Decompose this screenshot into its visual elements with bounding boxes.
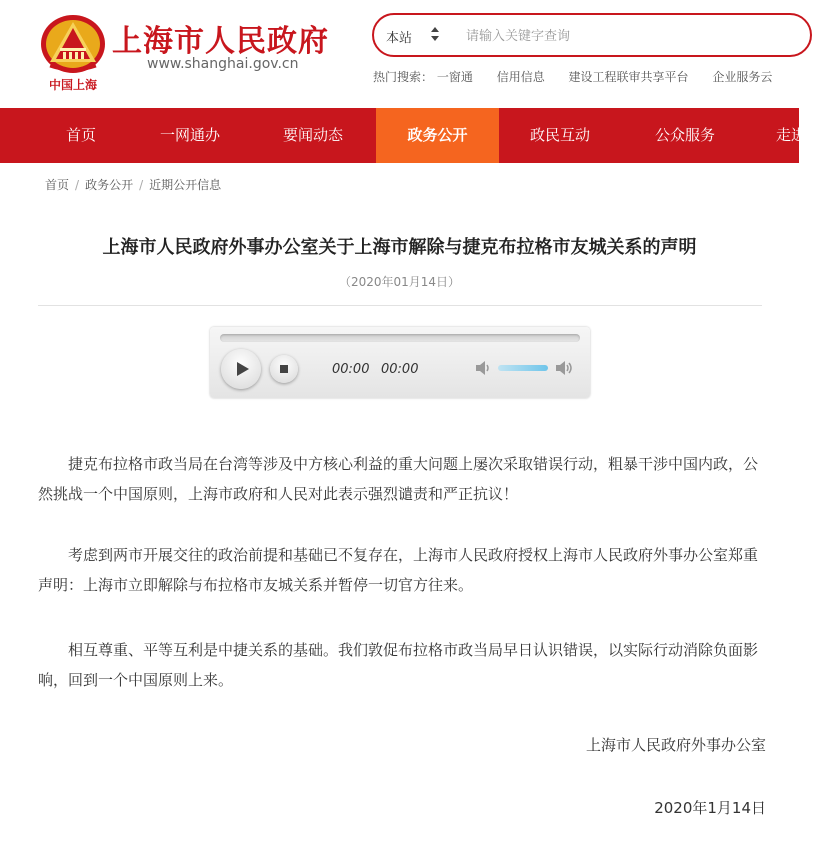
nav-item-home[interactable]: 首页 [65, 126, 96, 144]
article-paragraph: 捷克布拉格市政当局在台湾等涉及中方核心利益的重大问题上屡次采取错误行动，粗暴干涉中国内政，公然挑战一个中国原则，上海市政府和人民对此表示强烈谴责和严正抗议！ [38, 455, 759, 503]
article-date: （2020年01月14日） [338, 275, 461, 289]
nav-item-public-service[interactable]: 公众服务 [654, 126, 715, 144]
article-title: 上海市人民政府外事办公室关于上海市解除与捷克布拉格市友城关系的声明 [102, 237, 697, 258]
search-input[interactable] [464, 23, 798, 49]
stop-icon [270, 355, 298, 383]
up-down-arrows-icon[interactable] [430, 23, 440, 45]
emblem-icon [36, 14, 110, 76]
audio-duration: 00:00 [381, 362, 419, 377]
breadcrumb-item[interactable]: 政务公开 [85, 178, 134, 192]
site-header [0, 0, 799, 108]
volume-slider[interactable] [498, 365, 548, 371]
volume-max-icon[interactable] [554, 358, 574, 378]
site-url: www.shanghai.gov.cn [147, 56, 299, 72]
nav-item-explore[interactable]: 走进 [776, 126, 807, 144]
site-title[interactable]: 上海市人民政府 [112, 24, 329, 59]
hot-search-link[interactable]: 一窗通 [436, 70, 473, 84]
play-button[interactable] [221, 349, 261, 389]
logo-caption: 中国上海 [48, 78, 97, 92]
article-signature: 上海市人民政府外事办公室 [585, 736, 766, 754]
hot-search-link[interactable]: 企业服务云 [712, 70, 773, 84]
audio-current-time: 00:00 [332, 362, 370, 377]
breadcrumb-separator: / [75, 178, 80, 192]
article-paragraph: 考虑到两市开展交往的政治前提和基础已不复存在，上海市人民政府授权上海市人民政府外事办公室郑重声明：上海市立即解除与布拉格市友城关系并暂停一切官方往来。 [38, 546, 759, 594]
breadcrumb-item[interactable]: 首页 [45, 178, 70, 192]
play-icon [221, 349, 261, 389]
nav-item-news[interactable]: 要闻动态 [282, 126, 343, 144]
divider [38, 305, 762, 306]
hot-search-link[interactable]: 建设工程联审共享平台 [568, 70, 689, 84]
site-logo[interactable] [36, 14, 110, 98]
nav-item-gov-affairs[interactable]: 政务公开 [376, 108, 499, 163]
nav-item-interaction[interactable]: 政民互动 [529, 126, 590, 144]
hot-search [373, 68, 792, 85]
volume-min-icon[interactable] [474, 359, 492, 377]
audio-progress-bar[interactable] [220, 334, 580, 342]
article-paragraph: 相互尊重、平等互利是中捷关系的基础。我们敦促布拉格市政当局早日认识错误，以实际行动消除负面影响，回到一个中国原则上来。 [38, 641, 759, 689]
audio-player [210, 327, 590, 398]
hot-search-label: 热门搜索： [373, 70, 434, 84]
stop-button[interactable] [270, 355, 298, 383]
search-box [372, 13, 812, 57]
search-scope-select[interactable]: 本站 [386, 31, 413, 46]
breadcrumb [45, 176, 221, 193]
main-nav [0, 108, 807, 163]
nav-item-one-net[interactable]: 一网通办 [159, 126, 220, 144]
breadcrumb-item[interactable]: 近期公开信息 [149, 178, 222, 192]
hot-search-link[interactable]: 信用信息 [496, 70, 545, 84]
article-sign-date: 2020年1月14日 [654, 799, 766, 817]
breadcrumb-separator: / [139, 178, 144, 192]
